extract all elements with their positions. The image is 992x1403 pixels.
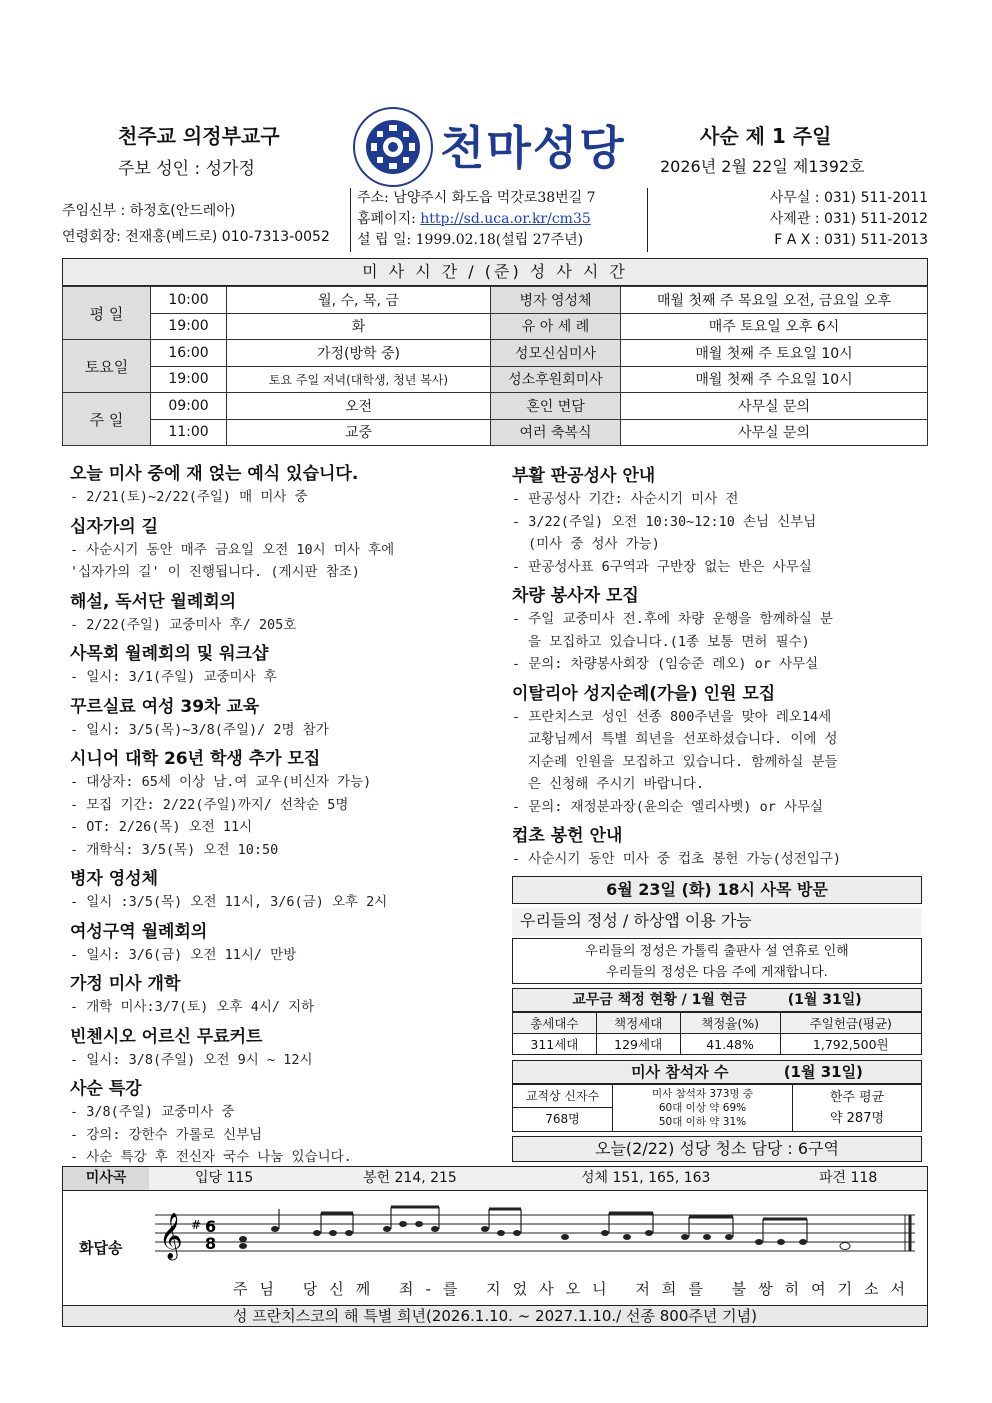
sacrament-label: 병자 영성체 bbox=[491, 287, 621, 314]
announcement-line: - 모집 기간: 2/22(주일)까지/ 선착순 5명 bbox=[70, 796, 349, 813]
attendance-line: 미사 참석자 373명 중 bbox=[651, 1088, 754, 1100]
announcement-line: 교황님께서 특별 희년을 선포하셨습니다. 이에 성 bbox=[528, 731, 838, 747]
dues-header: 총세대수 bbox=[513, 1013, 597, 1034]
announcement-line: 은 신청해 주시기 바랍니다. bbox=[528, 776, 704, 792]
liturgical-week: 사순 제 1 주일 bbox=[700, 124, 832, 148]
sacrament-detail: 매주 토요일 오후 6시 bbox=[621, 313, 928, 340]
mass-time: 10:00 bbox=[151, 287, 227, 314]
dues-table bbox=[512, 1012, 922, 1055]
announcement-title: 오늘 미사 중에 재 얹는 예식 있습니다. bbox=[70, 464, 359, 484]
announcement-line: (미사 중 성사 가능) bbox=[528, 536, 660, 552]
attendance-box bbox=[512, 1084, 922, 1132]
dues-title: 교무금 책정 현황 / 1월 현금 bbox=[572, 992, 747, 1008]
announcement-title: 빈첸시오 어르신 무료커트 bbox=[70, 1026, 263, 1047]
dues-value: 41.48% bbox=[680, 1034, 780, 1055]
announcement-line: 을 모집하고 있습니다.(1종 보통 면허 필수) bbox=[528, 633, 810, 650]
mass-schedule-heading: 미 사 시 간 / (준) 성 사 시 간 bbox=[62, 258, 928, 286]
announcement-line: '십자가의 길' 이 진행됩니다. (게시판 참조) bbox=[70, 564, 360, 580]
table-row bbox=[513, 1013, 922, 1034]
day-label: 평 일 bbox=[63, 287, 151, 340]
announcement-line: - 사순시기 동안 매주 금요일 오전 10시 미사 후에 bbox=[70, 541, 395, 558]
psalm-lyrics: 주님 당신께 죄-를 지었사오니 저희를 불쌍히여기소서 bbox=[233, 1280, 918, 1298]
sacrament-detail: 매월 첫째 주 토요일 10시 bbox=[621, 340, 928, 367]
announcement-line: - 프란치스코 성인 선종 800주년을 맞아 레오14세 bbox=[512, 708, 832, 725]
sacrament-label: 성소후원회미사 bbox=[491, 366, 621, 393]
announcement-line: - 일시: 3/8(주일) 오전 9시 ~ 12시 bbox=[70, 1051, 313, 1068]
sacrament-label: 성모신심미사 bbox=[491, 340, 621, 367]
communion-hymn: 성체 151, 165, 163 bbox=[581, 1170, 711, 1186]
announcement-title: 부활 판공성사 안내 bbox=[512, 466, 656, 486]
weekly-average bbox=[793, 1085, 921, 1129]
table-row bbox=[63, 287, 928, 314]
sacrament-label: 혼인 면담 bbox=[491, 393, 621, 420]
announcement-line: - 문의: 차량봉사회장 (임승준 레오) or 사무실 bbox=[512, 656, 819, 672]
mass-event: 가정(방학 중) bbox=[227, 340, 491, 367]
rectory-phone: 사제관 : 031) 511-2012 bbox=[769, 211, 928, 227]
cleaning-duty: 오늘(2/22) 성당 청소 담당 : 6구역 bbox=[512, 1136, 922, 1162]
announcement-line: - 일시: 3/1(주일) 교중미사 후 bbox=[70, 669, 277, 685]
mass-time: 19:00 bbox=[151, 366, 227, 393]
pastoral-visit-banner: 6월 23일 (화) 18시 사목 방문 bbox=[512, 876, 922, 904]
pastor: 주임신부 : 하정호(안드레아) bbox=[62, 203, 236, 219]
hymn-label: 미사곡 bbox=[63, 1167, 149, 1190]
announcement-line: - 개학 미사:3/7(토) 오후 4시/ 지하 bbox=[70, 999, 315, 1015]
announcement-title: 시니어 대학 26년 학생 추가 모집 bbox=[70, 749, 321, 769]
parish-brand: 천마성당 bbox=[440, 121, 626, 175]
address-info bbox=[350, 188, 648, 252]
parish-logo-icon bbox=[352, 106, 434, 188]
fax-number: F A X : 031) 511-2013 bbox=[774, 232, 928, 248]
announcement-title: 여성구역 월례회의 bbox=[70, 921, 208, 942]
sacrament-label: 유 아 세 례 bbox=[491, 313, 621, 340]
attendance-detail bbox=[613, 1085, 793, 1131]
announcement-title: 꾸르실료 여성 39차 교육 bbox=[70, 696, 260, 717]
offering-app-banner: 우리들의 정성 / 하상앱 이용 가능 bbox=[512, 908, 922, 936]
announcement-line: - 일시: 3/5(목)~3/8(주일)/ 2명 참가 bbox=[70, 721, 329, 738]
founded-date: 설 립 일: 1999.02.18(설립 27주년) bbox=[357, 232, 584, 248]
svg-text:6: 6 bbox=[205, 1217, 217, 1236]
mass-event: 화 bbox=[227, 313, 491, 340]
announcement-title: 사목회 월례회의 및 워크샵 bbox=[70, 644, 269, 664]
announcement-line: - 3/8(주일) 교중미사 중 bbox=[70, 1104, 235, 1120]
staff-info bbox=[62, 198, 330, 250]
announcement-line: - 사순 특강 후 전신자 국수 나눔 있습니다. bbox=[70, 1149, 352, 1165]
announcement-line: - 일시 :3/5(목) 오전 11시, 3/6(금) 오후 2시 bbox=[70, 894, 388, 910]
announcement-line: - 판공성사표 6구역과 구반장 없는 반은 사무실 bbox=[512, 558, 812, 575]
issue-date: 2026년 2월 22일 제1392호 bbox=[660, 157, 865, 176]
dues-value: 1,792,500원 bbox=[780, 1034, 921, 1055]
mass-event: 토요 주일 저녁(대학생, 청년 복사) bbox=[227, 366, 491, 393]
diocese-name: 천주교 의정부교구 bbox=[118, 124, 280, 148]
day-label: 주 일 bbox=[63, 393, 151, 446]
jubilee-footer: 성 프란치스코의 해 특별 희년(2026.1.10. ~ 2027.1.10./ 선종 800주년 기념) bbox=[62, 1305, 928, 1327]
sacrament-detail: 매월 첫째 주 목요일 오전, 금요일 오후 bbox=[621, 287, 928, 314]
mass-event: 교중 bbox=[227, 419, 491, 446]
mass-event: 월, 수, 목, 금 bbox=[227, 287, 491, 314]
announcement-title: 가정 미사 개학 bbox=[70, 974, 181, 994]
dismissal-hymn: 파견 118 bbox=[819, 1170, 878, 1186]
council-head: 연령회장: 전재홍(베드로) 010-7313-0052 bbox=[62, 229, 330, 245]
announcement-title: 컵초 봉헌 안내 bbox=[512, 826, 623, 846]
psalm-label: 화답송 bbox=[79, 1239, 123, 1257]
announcement-title: 사순 특강 bbox=[70, 1079, 142, 1099]
announcement-title: 차량 봉사자 모집 bbox=[512, 586, 639, 606]
table-row bbox=[63, 419, 928, 446]
mass-time: 11:00 bbox=[151, 419, 227, 446]
entrance-hymn: 입당 115 bbox=[195, 1170, 254, 1186]
announcement-line: - 주일 교중미사 전.후에 차량 운행을 함께하실 분 bbox=[512, 611, 833, 627]
registered-label: 교적상 신자수 bbox=[513, 1085, 612, 1108]
homepage-link[interactable]: http://sd.uca.or.kr/cm35 bbox=[420, 211, 591, 227]
offertory-hymn: 봉헌 214, 215 bbox=[363, 1170, 457, 1186]
announcement-title: 십자가의 길 bbox=[70, 516, 159, 537]
announcement-line: - OT: 2/26(목) 오전 11시 bbox=[70, 819, 253, 835]
dues-header: 주일헌금(평균) bbox=[780, 1013, 921, 1034]
weekly-label: 한주 평균 bbox=[829, 1090, 885, 1105]
table-row bbox=[513, 1034, 922, 1055]
announcement-line: - 문의: 재정분과장(윤의순 엘리사벳) or 사무실 bbox=[512, 798, 824, 815]
mass-event: 오전 bbox=[227, 393, 491, 420]
announcement-line: - 개학식: 3/5(목) 오전 10:50 bbox=[70, 841, 279, 858]
announcement-line: - 2/22(주일) 교중미사 후/ 205호 bbox=[70, 616, 297, 633]
day-label: 토요일 bbox=[63, 340, 151, 393]
announcement-title: 병자 영성체 bbox=[70, 869, 159, 889]
address: 주소: 남양주시 화도읍 먹갓로38번길 7 bbox=[357, 190, 596, 206]
announcement-line: 지순례 인원을 모집하고 있습니다. 함께하실 분들 bbox=[528, 753, 838, 770]
table-row bbox=[63, 340, 928, 367]
sacrament-detail: 매월 첫째 주 수요일 10시 bbox=[621, 366, 928, 393]
mass-time: 19:00 bbox=[151, 313, 227, 340]
registered-count bbox=[513, 1085, 613, 1131]
attendance-line: 50대 이하 약 31% bbox=[658, 1116, 747, 1128]
contact-info bbox=[690, 188, 928, 251]
svg-text:8: 8 bbox=[205, 1234, 217, 1253]
table-row bbox=[63, 313, 928, 340]
notice-line: 우리들의 정성은 가톨릭 출판사 설 연휴로 인해 bbox=[585, 944, 849, 959]
svg-text:𝄞: 𝄞 bbox=[159, 1213, 183, 1259]
sacrament-label: 여러 축복식 bbox=[491, 419, 621, 446]
announcement-line: - 판공성사 기간: 사순시기 미사 전 bbox=[512, 491, 739, 507]
announcement-title: 이탈리아 성지순례(가을) 인원 모집 bbox=[512, 683, 776, 704]
announcement-line: - 강의: 강한수 가롤로 신부님 bbox=[70, 1126, 263, 1143]
sacrament-detail: 사무실 문의 bbox=[621, 419, 928, 446]
svg-text:#: # bbox=[191, 1218, 202, 1232]
offering-notice bbox=[512, 938, 922, 984]
dues-date: (1월 31일) bbox=[787, 992, 862, 1008]
dues-header: 책정율(%) bbox=[680, 1013, 780, 1034]
music-staff-icon bbox=[155, 1205, 915, 1275]
attendance-heading bbox=[512, 1060, 922, 1084]
weekly-value: 약 287명 bbox=[829, 1111, 885, 1126]
notice-line: 우리들의 정성은 다음 주에 게재합니다. bbox=[606, 965, 828, 980]
homepage-row bbox=[357, 209, 647, 230]
mass-music bbox=[62, 1166, 928, 1326]
table-row bbox=[63, 393, 928, 420]
dues-value: 129세대 bbox=[596, 1034, 680, 1055]
mass-time: 09:00 bbox=[151, 393, 227, 420]
announcement-line: - 3/22(주일) 오전 10:30~12:10 손님 신부님 bbox=[512, 513, 817, 530]
mass-time: 16:00 bbox=[151, 340, 227, 367]
attendance-date: (1월 31일) bbox=[783, 1063, 863, 1081]
dues-header: 책정세대 bbox=[596, 1013, 680, 1034]
announcement-line: - 2/21(토)~2/22(주일) 매 미사 중 bbox=[70, 489, 308, 505]
table-row bbox=[63, 366, 928, 393]
dues-value: 311세대 bbox=[513, 1034, 597, 1055]
hymn-list bbox=[63, 1167, 927, 1191]
announcements-right bbox=[512, 458, 924, 871]
attendance-title: 미사 참석자 수 bbox=[631, 1063, 729, 1081]
patron-saint: 주보 성인 : 성가정 bbox=[118, 159, 255, 179]
announcement-title: 해설, 독서단 월례회의 bbox=[70, 591, 237, 612]
homepage-label: 홈페이지: bbox=[357, 211, 416, 227]
registered-value: 768명 bbox=[545, 1112, 580, 1126]
announcement-line: - 일시: 3/6(금) 오전 11시/ 만방 bbox=[70, 946, 297, 963]
attendance-line: 60대 이상 약 69% bbox=[658, 1102, 747, 1114]
announcement-line: - 사순시기 동안 미사 중 컵초 봉헌 가능(성전입구) bbox=[512, 851, 842, 867]
dues-heading bbox=[512, 988, 922, 1012]
sacrament-detail: 사무실 문의 bbox=[621, 393, 928, 420]
office-phone: 사무실 : 031) 511-2011 bbox=[769, 190, 928, 206]
announcements-left bbox=[70, 456, 480, 1169]
mass-schedule-table bbox=[62, 286, 928, 446]
announcement-line: - 대상자: 65세 이상 남.여 교우(비신자 가능) bbox=[70, 774, 372, 790]
